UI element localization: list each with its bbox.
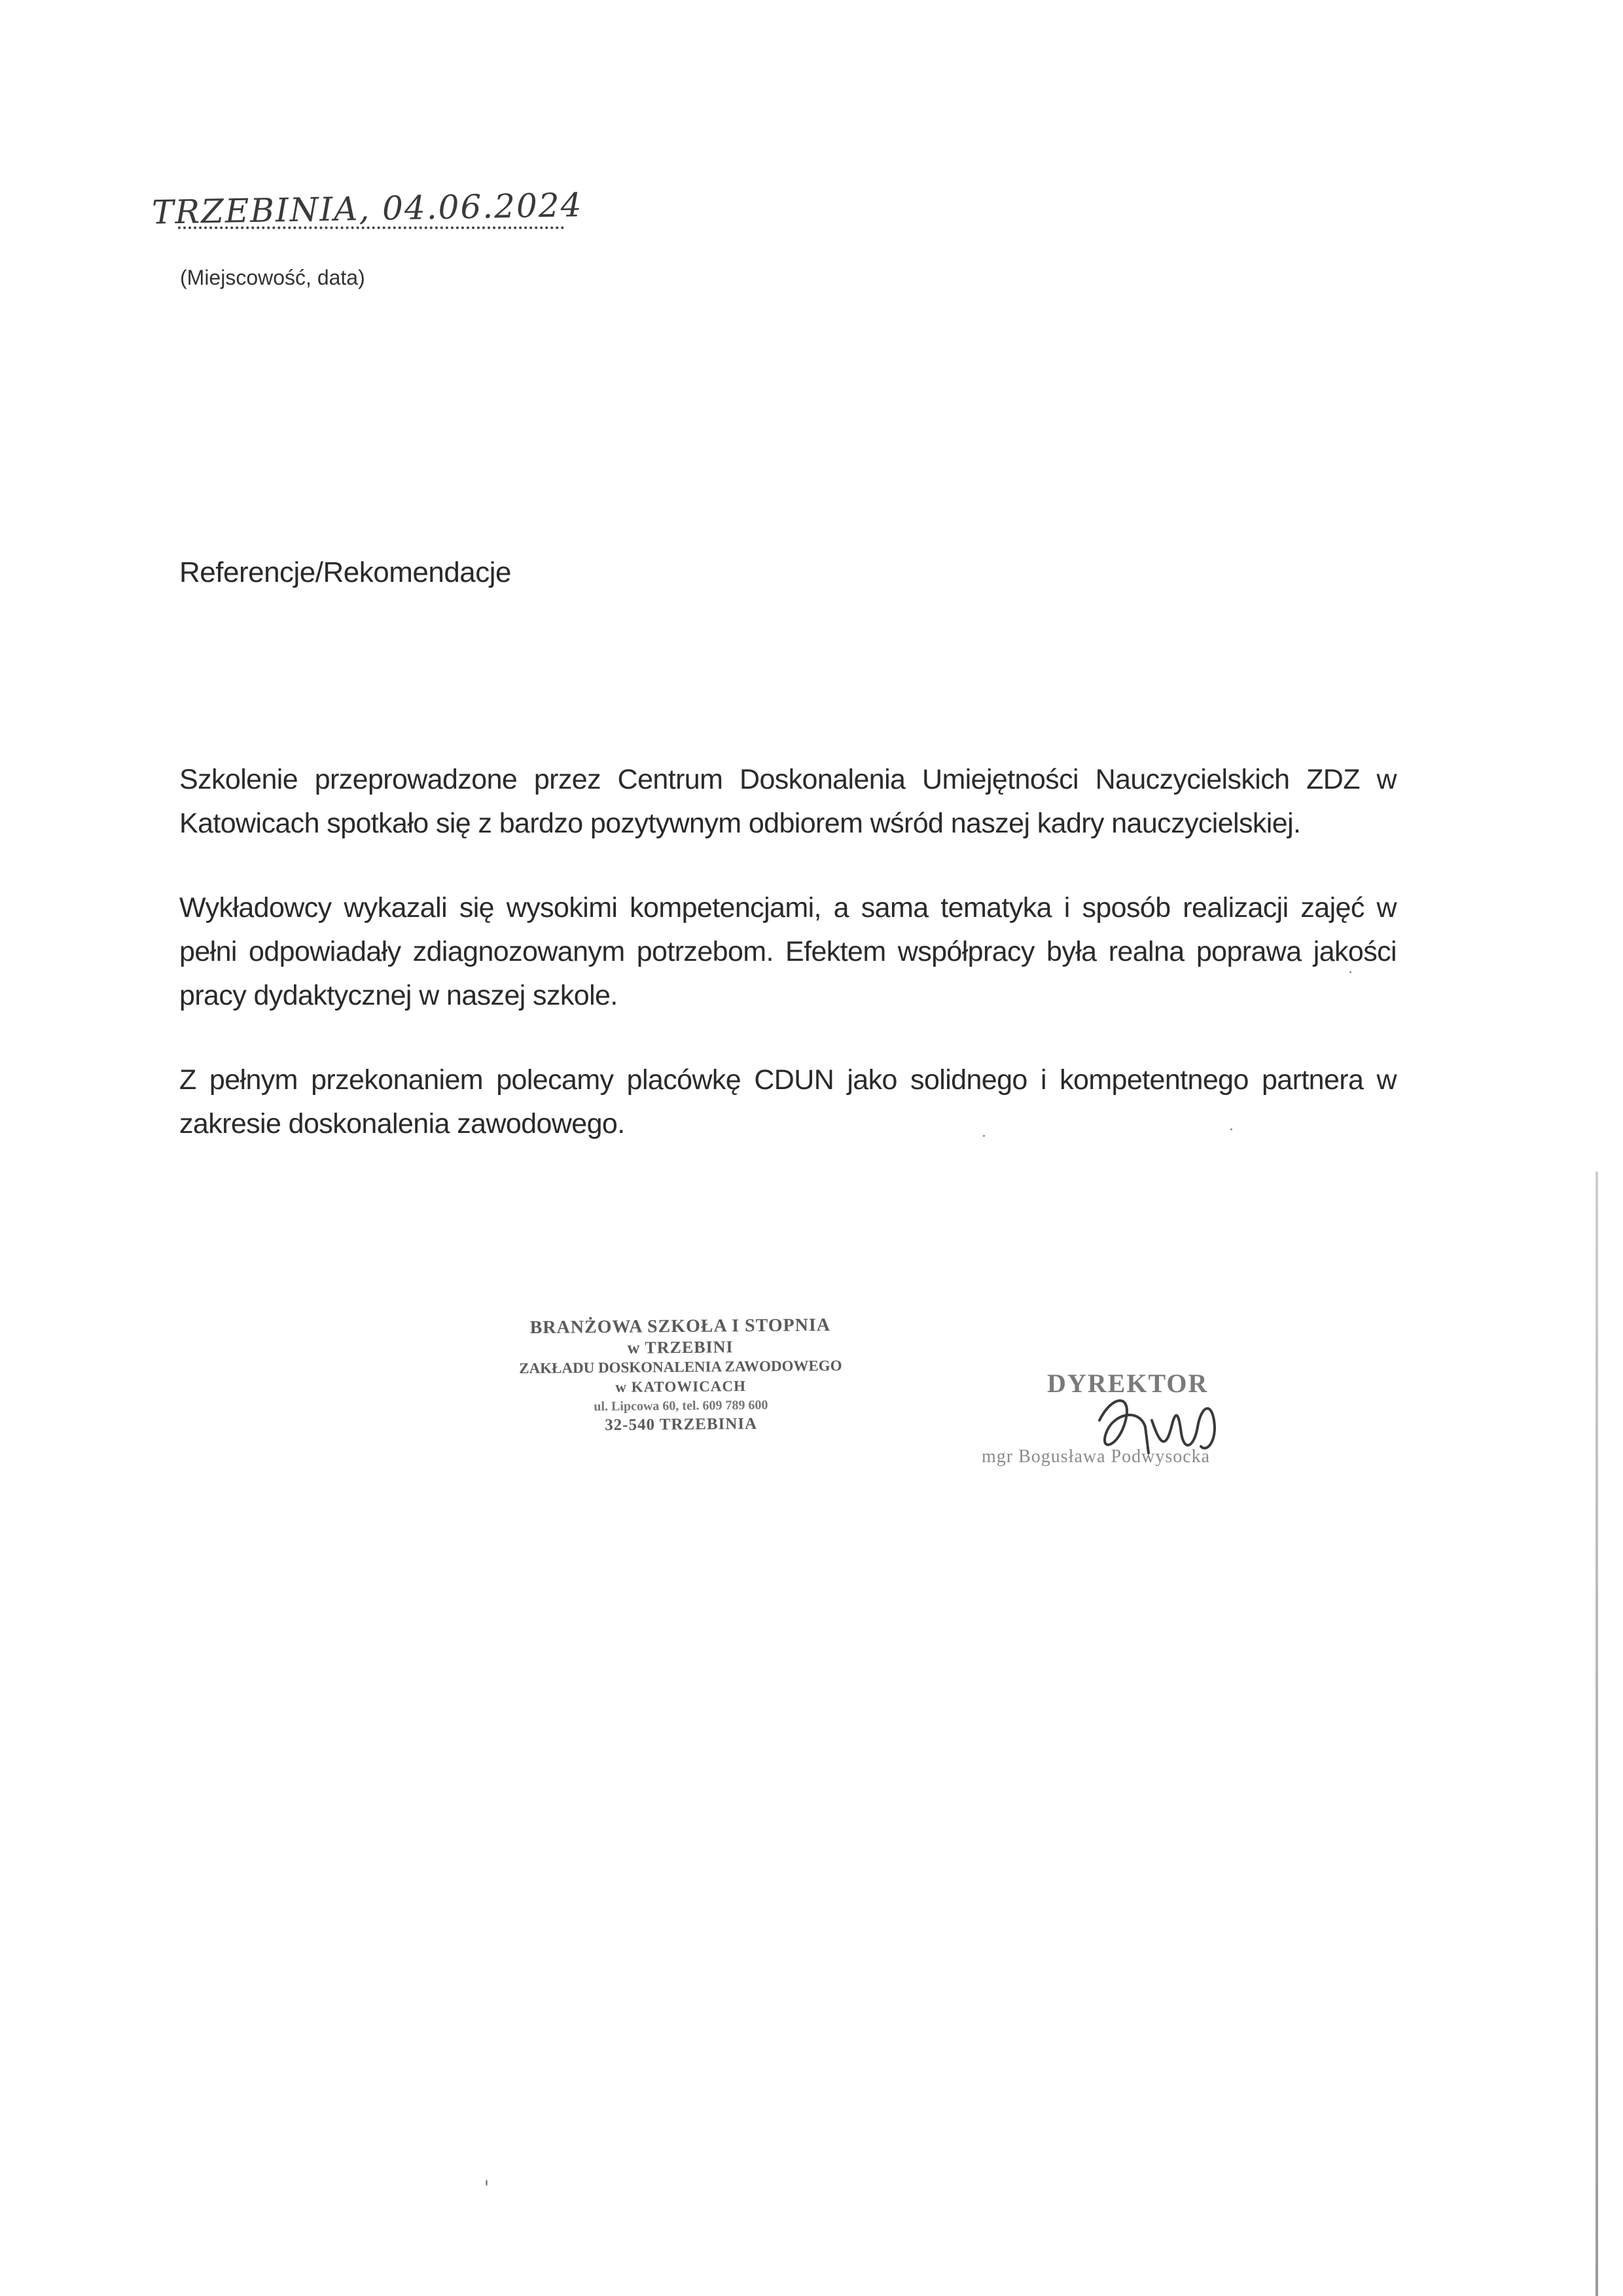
paragraph: Szkolenie przeprowadzone przez Centrum Doskonalenia Umiejętności Nauczycielskich ZDZ w Katowicach spotkało się z bardzo pozytywnym odbiorem wśród naszej kadry nauczycielskiej.	[179, 764, 1397, 839]
dotted-line	[178, 226, 564, 229]
document-title: Referencje/Rekomendacje	[179, 556, 512, 588]
place-date-caption: (Miejscowość, data)	[180, 266, 365, 289]
place-date-field	[151, 186, 583, 242]
director-role: DYREKTOR	[1047, 1369, 1209, 1398]
stamp-line: w KATOWICACH	[615, 1378, 747, 1395]
director-stamp	[982, 1368, 1270, 1499]
paragraph: Z pełnym przekonaniem polecamy placówkę CDUN jako solidnego i kompetentnego partnera w zakresie doskonalenia zawodowego.	[179, 1064, 1397, 1139]
scan-edge	[1596, 1172, 1598, 2296]
stamp-line: 32-540 TRZEBINIA	[605, 1414, 758, 1435]
stamp-line: BRANŻOWA SZKOŁA I STOPNIA	[529, 1314, 831, 1338]
paragraph: Wykładowcy wykazali się wysokimi kompetencjami, a sama tematyka i sposób realizacji zajęć w pełni odpowiadały zdiagnozowanym potrzebom. Efektem współpracy była realna poprawa jakości pracy dydaktycznej w naszej szkole.	[179, 892, 1397, 1011]
scan-speck	[983, 1135, 985, 1137]
stamp-line: w TRZEBINI	[627, 1337, 734, 1357]
document-body	[179, 758, 1397, 1187]
director-name: mgr Bogusława Podwysocka	[982, 1446, 1211, 1467]
scan-speck	[1230, 1128, 1232, 1130]
stamp-line: ZAKŁADU DOSKONALENIA ZAWODOWEGO	[519, 1357, 842, 1377]
scan-speck	[486, 2179, 488, 2186]
stamp-line: ul. Lipcowa 60, tel. 609 789 600	[594, 1397, 768, 1414]
place-date-handwriting: TRZEBINIA, 04.06.2024	[151, 186, 583, 232]
school-stamp	[484, 1314, 878, 1436]
scan-speck	[1349, 971, 1351, 973]
